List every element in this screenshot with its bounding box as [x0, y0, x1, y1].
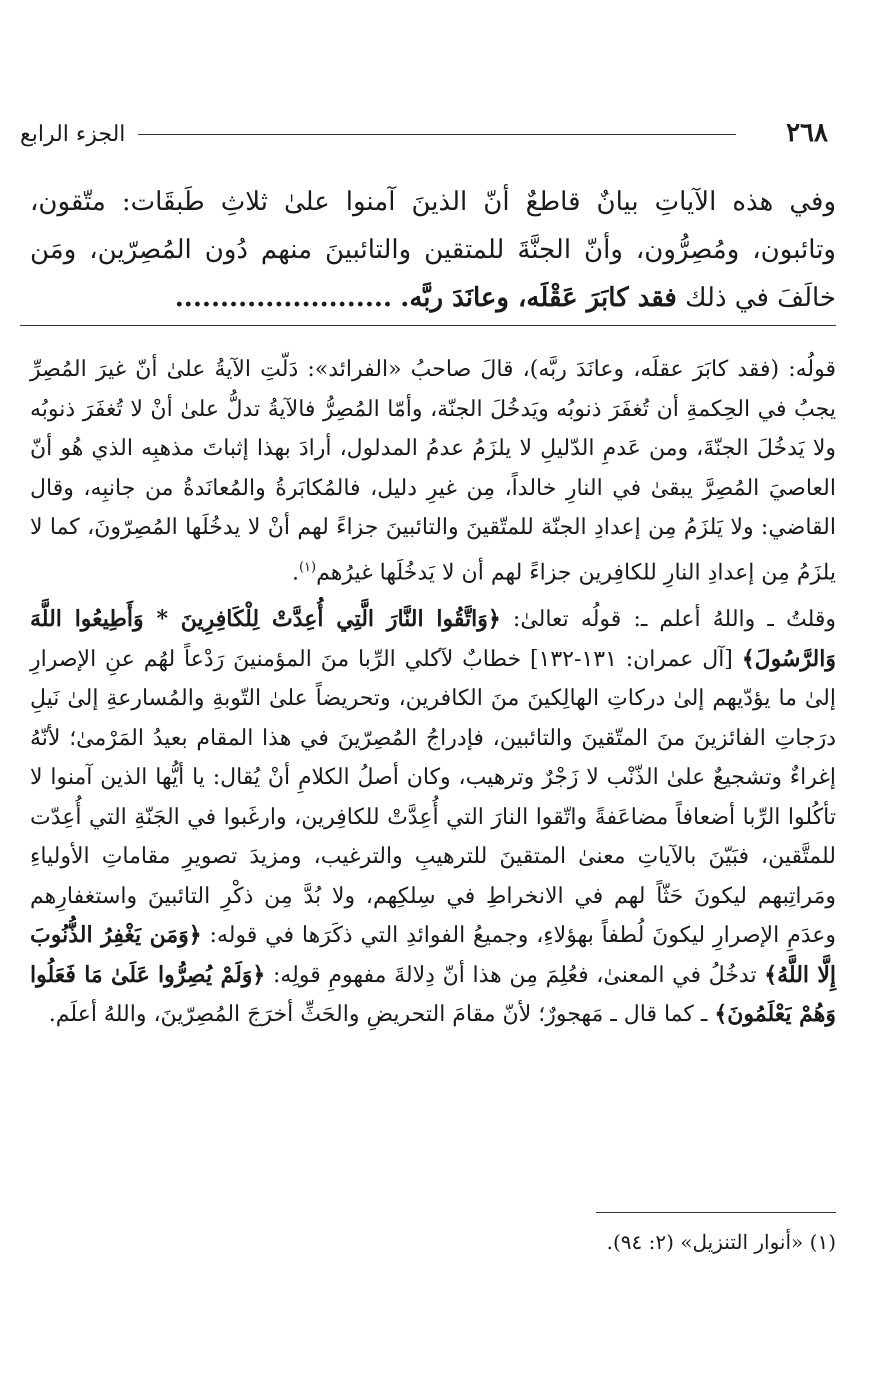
footnote-divider: [596, 1212, 836, 1213]
page-number: ٢٦٨: [786, 118, 828, 148]
main-text-dots: ........................: [174, 283, 392, 313]
commentary-p2-intro: وقلتُ ـ واللهُ أعلم ـ: قولُه تعالىٰ:: [512, 607, 836, 633]
quran-verse-1: ﴿وَاتَّقُوا النَّارَ الَّتِي أُعِدَّتْ لِلْكَافِرِينَ * وَأَطِيعُوا اللَّهَ وَالرَّسُولَ﴾: [30, 606, 836, 672]
main-text: [30, 178, 836, 322]
commentary-p1-text: قولُه: (فقد كابَرَ عقلَه، وعانَدَ ربَّه)، قالَ صاحبُ «الفرائد»: دَلّتِ الآيةُ علىٰ أنّ غيرَ المُصِرِّ يجبُ في الحِكمةِ أن تُغفَرَ ذنوبُه ويَدخُلَ الجنّة، وأمّا المُصِرُّ فالآيةُ تدلُّ علىٰ أنْ لا تُغفَرَ ذنوبُه ولا يَدخُلَ الجنّةَ، ومن عَدمِ الدّليلِ لا يلزَمُ عدمُ المدلول، أرادَ بهذا إثباتَ مذهبِه الذي هُو أنّ العاصيَ المُصِرَّ يبقىٰ في النارِ خالداً، مِن غيرِ دليل، فالمُكابَرةُ والمُعانَدةُ من جانبِه، وقال القاضي: ولا يَلزَمُ مِن إعدادِ الجنّة للمتّقينَ والتائبينَ جزاءً لهم أنْ لا يدخُلَها المُصِرّونَ، كما لا يلزَمُ مِن إعدادِ النارِ للكافِرين جزاءً لهم أن لا يَدخُلَها غيرُهم: [30, 357, 836, 585]
main-text-bold-phrase: فقد كابَرَ عَقْلَه، وعانَدَ ربَّه.: [400, 283, 677, 313]
section-divider: [20, 325, 836, 326]
running-title: الجزء الرابع: [20, 122, 126, 147]
commentary-paragraph-1: قولُه: (فقد كابَرَ عقلَه، وعانَدَ ربَّه)، قالَ صاحبُ «الفرائد»: دَلّتِ الآيةُ علىٰ أنّ غيرَ المُصِرِّ يجبُ في الحِكمةِ أن تُغفَرَ ذنوبُه ويَدخُلَ الجنّة، وأمّا المُصِرُّ فالآيةُ تدلُّ علىٰ أنْ لا تُغفَرَ ذنوبُه ولا يَدخُلَ الجنّةَ، ومن عَدمِ الدّليلِ لا يلزَمُ عدمُ المدلول، أرادَ بهذا إثباتَ مذهبِه الذي هُو أنّ العاصيَ المُصِرَّ يبقىٰ في النارِ خالداً، مِن غيرِ دليل، فالمُكابَرةُ والمُعانَدةُ من جانبِه، وقال القاضي: ولا يَلزَمُ مِن إعدادِ الجنّة للمتّقينَ والتائبينَ جزاءً لهم أنْ لا يدخُلَها المُصِرّونَ، كما لا يلزَمُ مِن إعدادِ النارِ للكافِرين جزاءً لهم أن لا يَدخُلَها غيرُهم$^{(١)}$.: [30, 357, 836, 585]
footnote-text: (١) «أنوار التنزيل» (٢: ٩٤).: [606, 1230, 836, 1254]
commentary: [30, 350, 836, 1043]
commentary-p2-text-2: تدخُلُ في المعنىٰ، فعُلِمَ مِن هذا أنّ دِلالةَ مفهومِ قولِه:: [272, 962, 757, 988]
commentary-p2-text-3: ـ كما قال ـ مَهجورٌ؛ لأنّ مقامَ التحريضِ والحَثِّ أخرَجَ المُصِرّينَ، واللهُ أعلَم.: [48, 1002, 708, 1028]
main-text-body: وفي هذه الآياتِ بيانٌ قاطعٌ أنّ الذينَ آمنوا علىٰ ثلاثِ طَبقَات: متّقون، وتائبون، ومُصِرُّون، وأنّ الجنَّةَ للمتقين والتائبينَ منهم دُون المُصِرّين، ومَن خالَفَ في ذلك: [30, 187, 836, 313]
commentary-paragraph-2: [30, 600, 836, 1035]
header-divider: [138, 134, 736, 135]
footnote-reference: (١): [298, 559, 317, 575]
page-header: [20, 118, 828, 158]
quran-verse-3: ﴿وَلَمْ يُصِرُّوا عَلَىٰ مَا فَعَلُوا وَهُمْ يَعْلَمُونَ﴾: [30, 961, 836, 1028]
quran-verse-2: ﴿وَمَن يَغْفِرُ الذُّنُوبَ إِلَّا اللَّهُ﴾: [30, 922, 836, 988]
commentary-p2-text-1: [آل عمران: ١٣١-١٣٢] خطابٌ لآكلي الرِّبا منَ المؤمنينَ رَدْعاً لهُم عنِ الإصرارِ إلىٰ ما يؤدّيهم إلىٰ دركاتِ الهالِكينَ منَ الكافرين، وتحريضاً علىٰ التّوبةِ والمُسارعةِ إلىٰ نَيلِ درَجاتِ الفائزينَ منَ المتّقينَ والتائبين، فإدراجُ المُصِرّينَ في هذا المقام بعيدُ المَرْمىٰ؛ لأنّهُ إغراءٌ وتشجيعٌ علىٰ الذّنْب لا زَجْرٌ وترهيب، وكان أصلُ الكلامِ أنْ يُقال: يا أيُّها الذين آمنوا لا تأكُلوا الرِّبا أضعافاً مضاعَفةً واتّقوا النارَ التي أُعِدَّتْ للكافِرين، وارغَبوا في الجَنّةِ التي أُعِدّت للمتَّقين، فبَيّنَ بالآياتِ معنىٰ المتقينَ للترهيبِ والترغيب، ومزيدَ تصويرِ مقاماتِ الأولياءِ ومَراتِبهم ليكونَ حَثّاً لهم في الانخراطِ في سِلكِهم، ولا بُدَّ مِن ذكْرِ التائبينَ واستغفارِهم وعدَمِ الإصرارِ ليكونَ لُطفاً بهؤلاءِ، وجميعُ الفوائدِ التي ذكَرَها في قوله:: [30, 646, 836, 949]
footnote: [30, 1230, 836, 1254]
